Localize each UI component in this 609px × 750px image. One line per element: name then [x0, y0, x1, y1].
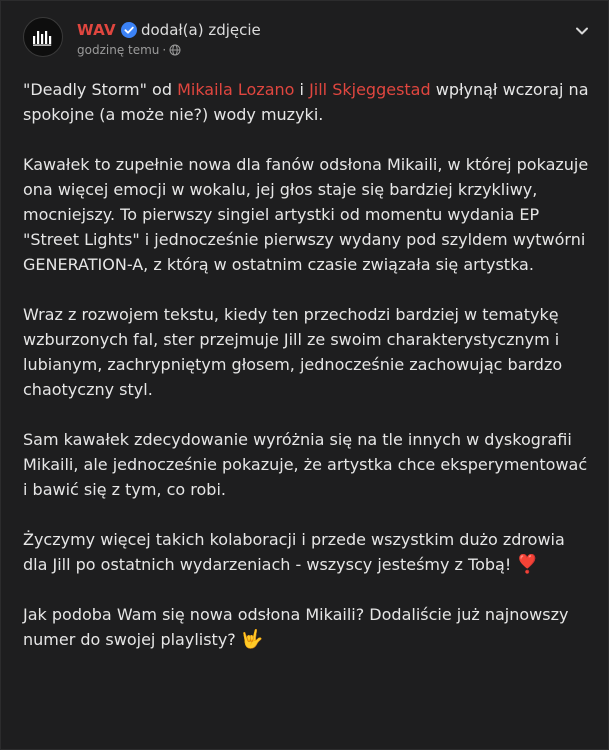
- love-you-gesture-emoji: 🤟: [240, 629, 264, 650]
- author-line: [77, 21, 261, 39]
- avatar[interactable]: [23, 17, 63, 57]
- post-time[interactable]: godzinę temu: [77, 43, 160, 57]
- paragraph-4: Sam kawałek zdecydowanie wyróżnia się na tle innych w dyskografii Mikaili, ale jednocześnie pokazuje, że artystka chce eksperymentować i bawić się z tym, co robi.: [23, 430, 588, 499]
- chevron-down-icon[interactable]: [572, 21, 592, 41]
- post-meta: [77, 43, 181, 57]
- globe-icon: [169, 44, 181, 56]
- heart-exclamation-emoji: ❣️: [516, 554, 539, 575]
- post-header: [23, 17, 592, 61]
- paragraph-2: Kawałek to zupełnie nowa dla fanów odsłona Mikaili, w której pokazuje ona więcej emocji w wokalu, jej głos staje się bardziej krzykliwy, mocniejszy. To pierwszy singiel artystki od momentu wydania EP "Street Lights" i jednocześnie pierwszy wydany pod szyldem wytwórni GENERATION-A, z którą w ostatnim czasie związała się artystka.: [23, 155, 589, 274]
- paragraph-5: Życzymy więcej takich kolaboracji i przede wszystkim dużo zdrowia dla Jill po ostatnich wydarzeniach - wszyscy jesteśmy z Tobą! ❣️: [23, 530, 565, 575]
- verified-badge-icon: [121, 22, 137, 38]
- wav-logo-icon: [32, 28, 54, 46]
- paragraph-1: "Deadly Storm" od Mikaila Lozano i Jill Skjeggestad wpłynął wczoraj na spokojne (a może nie?) wody muzyki.: [23, 80, 589, 124]
- author-name[interactable]: WAV: [77, 21, 116, 39]
- paragraph-6: Jak podoba Wam się nowa odsłona Mikaili? Dodaliście już najnowszy numer do swojej playlisty? 🤟: [23, 605, 569, 650]
- meta-separator: ·: [162, 43, 167, 57]
- post-body: [23, 77, 593, 677]
- paragraph-3: Wraz z rozwojem tekstu, kiedy ten przechodzi bardziej w tematykę wzburzonych fal, ster przejmuje Jill ze swoim charakterystycznym i lubianym, zachrypniętym głosem, jednocześnie zachowując bardzo chaotyczny styl.: [23, 305, 563, 399]
- mention-jill-skjeggestad[interactable]: Jill Skjeggestad: [309, 80, 431, 99]
- post-action: dodał(a) zdjęcie: [140, 21, 261, 39]
- mention-mikaila-lozano[interactable]: Mikaila Lozano: [177, 80, 295, 99]
